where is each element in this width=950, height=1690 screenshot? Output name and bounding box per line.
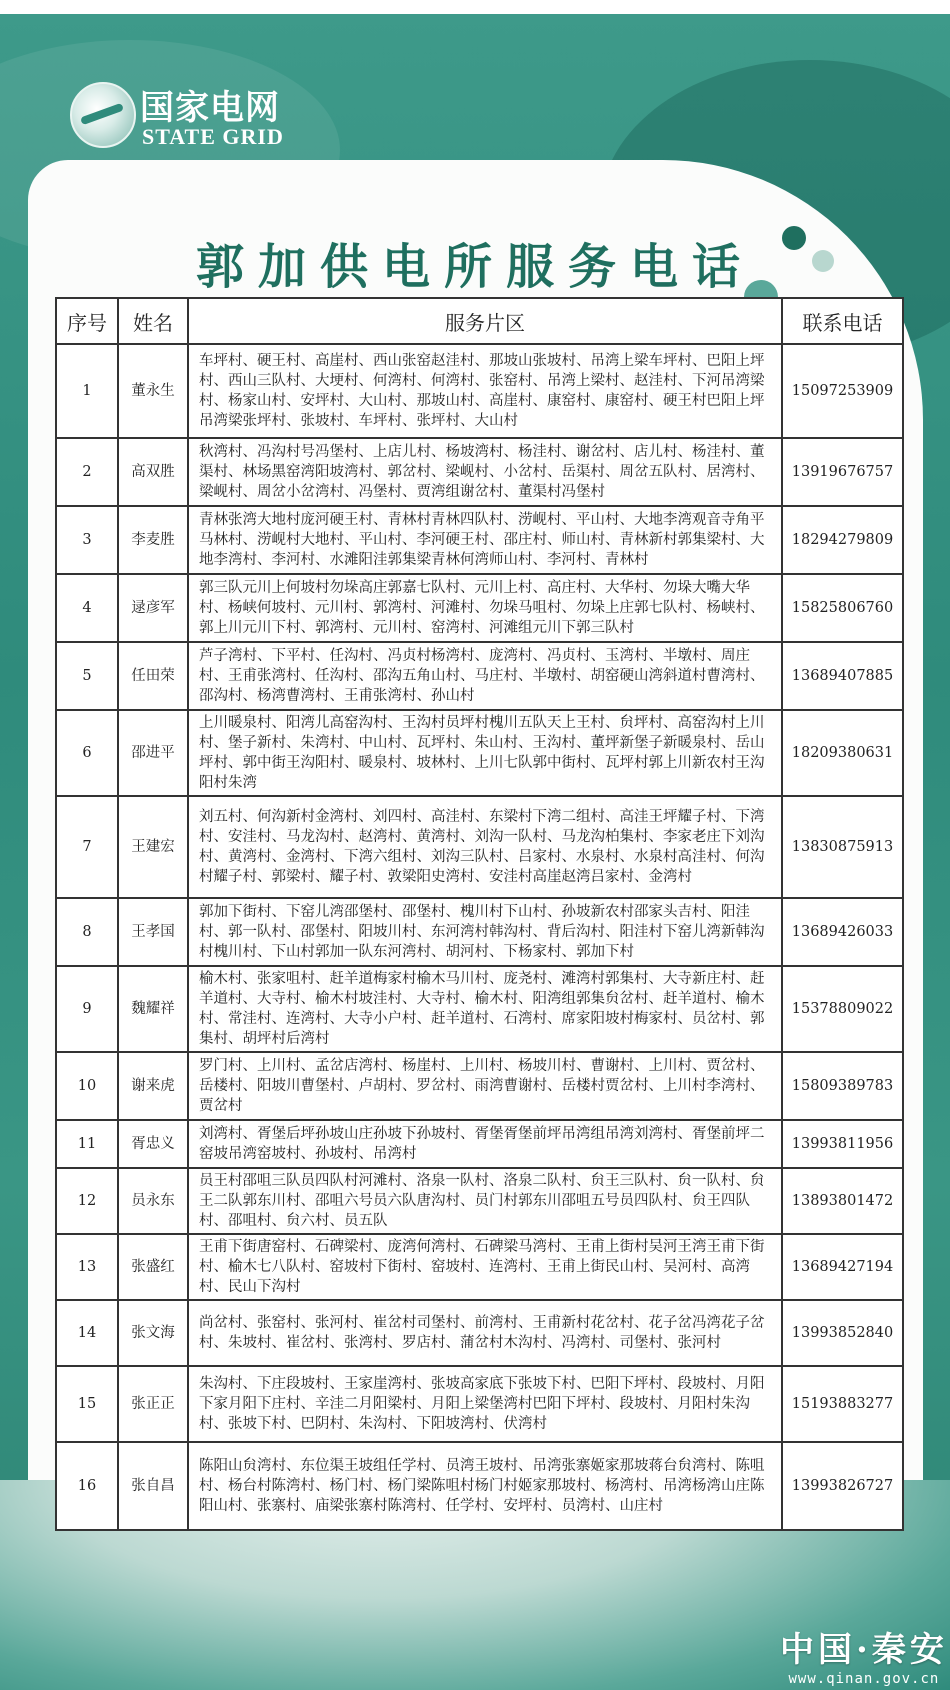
top-bar: [0, 0, 950, 14]
row-phone: 13689427194: [782, 1234, 903, 1300]
table-row: [56, 1052, 903, 1120]
table-row: [56, 966, 903, 1052]
table-row: [56, 1120, 903, 1168]
watermark-url: www.qinan.gov.cn: [788, 1671, 940, 1687]
row-phone: 13689426033: [782, 898, 903, 966]
table-row: [56, 506, 903, 574]
row-name: 王建宏: [118, 796, 188, 898]
row-area: 郭加下街村、下窑儿湾邵堡村、邵堡村、槐川村下山村、孙坡新农村邵家头吉村、阳洼村、郭一队村、邵堡村、阳坡川村、东河湾村韩沟村、背后沟村、阳洼村下窑儿湾新韩沟村槐川村、下山村郭加一队东河湾村、胡河村、下杨家村、郭加下村: [188, 898, 782, 966]
row-area: 王甫下街唐窑村、石碑梁村、庞湾何湾村、石碑梁马湾村、王甫上街村吴河王湾王甫下街村、榆木七八队村、窑坡村下街村、窑坡村、连湾村、王甫上街民山村、吴河村、高湾村、民山下沟村: [188, 1234, 782, 1300]
header-area: 服务片区: [188, 298, 782, 344]
row-phone: 15378809022: [782, 966, 903, 1052]
table-row: [56, 710, 903, 796]
table-row: [56, 1234, 903, 1300]
row-phone: 13993811956: [782, 1120, 903, 1168]
row-no: 5: [56, 642, 118, 710]
watermark-cn: 中国·秦安: [780, 1630, 948, 1670]
table-row: [56, 642, 903, 710]
row-phone: 18294279809: [782, 506, 903, 574]
row-phone: 15809389783: [782, 1052, 903, 1120]
row-name: 任田荣: [118, 642, 188, 710]
table-row: [56, 1168, 903, 1234]
table-row: [56, 1366, 903, 1442]
row-area: 刘五村、何沟新村金湾村、刘四村、高洼村、东梁村下湾二组村、高洼王坪耀子村、下湾村、安洼村、马龙沟村、赵湾村、黄湾村、刘沟一队村、马龙沟柏集村、李家老庄下刘沟村、黄湾村、金湾村、下湾六组村、刘沟三队村、吕家村、水泉村、水泉村高洼村、何沟村耀子村、郭梁村、耀子村、敦梁阳史湾村、安洼村高崖赵湾吕家村、金湾村: [188, 796, 782, 898]
header-phone: 联系电话: [782, 298, 903, 344]
row-name: 魏耀祥: [118, 966, 188, 1052]
row-phone: 13993826727: [782, 1442, 903, 1530]
row-area: 芦子湾村、下平村、任沟村、冯贞村杨湾村、庞湾村、冯贞村、玉湾村、半墩村、周庄村、王甫张湾村、任沟村、邵沟五角山村、马庄村、半墩村、胡窑硬山湾斜道村曹湾村、邵沟村、杨湾曹湾村、王甫张湾村、孙山村: [188, 642, 782, 710]
row-no: 11: [56, 1120, 118, 1168]
table-header-row: [56, 298, 903, 344]
table-row: [56, 796, 903, 898]
table-row: [56, 344, 903, 438]
row-name: 邵进平: [118, 710, 188, 796]
logo-cn-text: 国家电网: [140, 88, 280, 128]
row-no: 6: [56, 710, 118, 796]
row-name: 员永东: [118, 1168, 188, 1234]
row-name: 王孝国: [118, 898, 188, 966]
row-area: 郭三队元川上何坡村勿垛高庄郭嘉七队村、元川上村、高庄村、大华村、勿垛大嘴大华村、杨峡何坡村、元川村、郭湾村、河滩村、勿垛马咀村、勿垛上庄郭七队村、杨峡村、郭上川元川下村、郭湾村、元川村、窑湾村、河滩组元川下郭三队村: [188, 574, 782, 642]
row-area: 秋湾村、冯沟村号冯堡村、上店儿村、杨坡湾村、杨洼村、谢岔村、店儿村、杨洼村、董渠村、林场黑窑湾阳坡湾村、郭岔村、梁岘村、小岔村、岳渠村、周岔五队村、居湾村、梁岘村、周岔小岔湾村、冯堡村、贾湾组谢岔村、董渠村冯堡村: [188, 438, 782, 506]
header-name: 姓名: [118, 298, 188, 344]
row-phone: 13830875913: [782, 796, 903, 898]
row-name: 高双胜: [118, 438, 188, 506]
row-area: 车坪村、硬王村、高崖村、西山张窑赵洼村、那坡山张坡村、吊湾上梁车坪村、巴阳上坪村、西山三队村、大埂村、何湾村、何湾村、张窑村、吊湾上梁村、赵洼村、下河吊湾梁村、杨家山村、安坪村、大山村、那坡山村、高崖村、康窑村、康窑村、硬王村巴阳上坪吊湾梁张坪村、张坡村、车坪村、张坪村、大山村: [188, 344, 782, 438]
table-row: [56, 898, 903, 966]
service-table: [55, 297, 904, 1531]
row-no: 3: [56, 506, 118, 574]
row-area: 上川暖泉村、阳湾儿高窑沟村、王沟村员坪村槐川五队天上王村、贠坪村、高窑沟村上川村、堡子新村、朱湾村、中山村、瓦坪村、朱山村、王沟村、董坪新堡子新暖泉村、岳山坪村、郭中街王沟阳村、暖泉村、坡林村、上川七队郭中街村、瓦坪村郭上川新农村王沟阳村朱湾: [188, 710, 782, 796]
header-no: 序号: [56, 298, 118, 344]
row-no: 16: [56, 1442, 118, 1530]
table-row: [56, 1442, 903, 1530]
row-no: 1: [56, 344, 118, 438]
row-name: 张自昌: [118, 1442, 188, 1530]
row-area: 尚岔村、张窑村、张河村、崔岔村司堡村、前湾村、王甫新村花岔村、花子岔冯湾花子岔村、朱坡村、崔岔村、张湾村、罗店村、蒲岔村木沟村、冯湾村、司堡村、张河村: [188, 1300, 782, 1366]
table-row: [56, 438, 903, 506]
row-area: 罗门村、上川村、孟岔店湾村、杨崖村、上川村、杨坡川村、曹谢村、上川村、贾岔村、岳楼村、阳坡川曹堡村、卢胡村、罗岔村、雨湾曹谢村、岳楼村贾岔村、上川村李湾村、贾岔村: [188, 1052, 782, 1120]
row-no: 7: [56, 796, 118, 898]
row-phone: 15825806760: [782, 574, 903, 642]
row-name: 胥忠义: [118, 1120, 188, 1168]
row-phone: 15193883277: [782, 1366, 903, 1442]
row-name: 谢来虎: [118, 1052, 188, 1120]
row-no: 15: [56, 1366, 118, 1442]
table-row: [56, 574, 903, 642]
row-phone: 13919676757: [782, 438, 903, 506]
row-name: 张文海: [118, 1300, 188, 1366]
row-phone: 13993852840: [782, 1300, 903, 1366]
page-title: 郭加供电所服务电话: [195, 239, 754, 295]
row-phone: 15097253909: [782, 344, 903, 438]
row-area: 员王村邵咀三队员四队村河滩村、洛泉一队村、洛泉二队村、贠王三队村、贠一队村、贠王二队郭东川村、邵咀六号员六队唐沟村、员门村郭东川邵咀五号员四队村、贠王四队村、邵咀村、贠六村、员五队: [188, 1168, 782, 1234]
row-no: 14: [56, 1300, 118, 1366]
row-name: 逯彦军: [118, 574, 188, 642]
row-no: 8: [56, 898, 118, 966]
state-grid-logo: [70, 78, 290, 158]
row-name: 张正正: [118, 1366, 188, 1442]
row-area: 榆木村、张家咀村、赶羊道梅家村榆木马川村、庞尧村、滩湾村郭集村、大寺新庄村、赶羊道村、大寺村、榆木村坡洼村、大寺村、榆木村、阳湾组郭集贠岔村、赶羊道村、榆木村、常洼村、连湾村、大寺小户村、赶羊道村、石湾村、席家阳坡村梅家村、员岔村、郭集村、胡坪村后湾村: [188, 966, 782, 1052]
row-area: 刘湾村、胥堡后坪孙坡山庄孙坡下孙坡村、胥堡胥堡前坪吊湾组吊湾刘湾村、胥堡前坪二窑坡吊湾窑坡村、孙坡村、吊湾村: [188, 1120, 782, 1168]
row-name: 张盛红: [118, 1234, 188, 1300]
row-no: 10: [56, 1052, 118, 1120]
row-no: 9: [56, 966, 118, 1052]
row-no: 4: [56, 574, 118, 642]
row-phone: 13689407885: [782, 642, 903, 710]
row-area: 青林张湾大地村庞河硬王村、青林村青林四队村、涝岘村、平山村、大地李湾观音寺角平马林村、涝岘村大地村、平山村、李河硬王村、邵庄村、师山村、青林新村郭集梁村、大地李湾村、李河村、水滩阳洼郭集梁青林何湾师山村、李河村、青林村: [188, 506, 782, 574]
row-no: 12: [56, 1168, 118, 1234]
table-row: [56, 1300, 903, 1366]
watermark: [780, 1622, 948, 1687]
row-phone: 13893801472: [782, 1168, 903, 1234]
row-name: 李麦胜: [118, 506, 188, 574]
row-no: 13: [56, 1234, 118, 1300]
row-phone: 18209380631: [782, 710, 903, 796]
row-name: 董永生: [118, 344, 188, 438]
row-no: 2: [56, 438, 118, 506]
globe-icon: [70, 82, 136, 148]
logo-en-text: STATE GRID: [142, 124, 284, 149]
row-area: 陈阳山贠湾村、东位渠王坡组任学村、员湾王坡村、吊湾张寨姬家那坡蒋台贠湾村、陈咀村、杨台村陈湾村、杨门村、杨门梁陈咀村杨门村姬家那坡村、杨湾村、吊湾杨湾山庄陈阳山村、张寨村、庙梁张寨村陈湾村、任学村、安坪村、员湾村、山庄村: [188, 1442, 782, 1530]
row-area: 朱沟村、下庄段坡村、王家崖湾村、张坡高家底下张坡下村、巴阳下坪村、段坡村、月阳下家月阳下庄村、辛洼二月阳梁村、月阳上梁堡湾村巴阳下坪村、段坡村、月阳村朱沟村、张坡下村、巴阴村、朱沟村、下阳坡湾村、伏湾村: [188, 1366, 782, 1442]
